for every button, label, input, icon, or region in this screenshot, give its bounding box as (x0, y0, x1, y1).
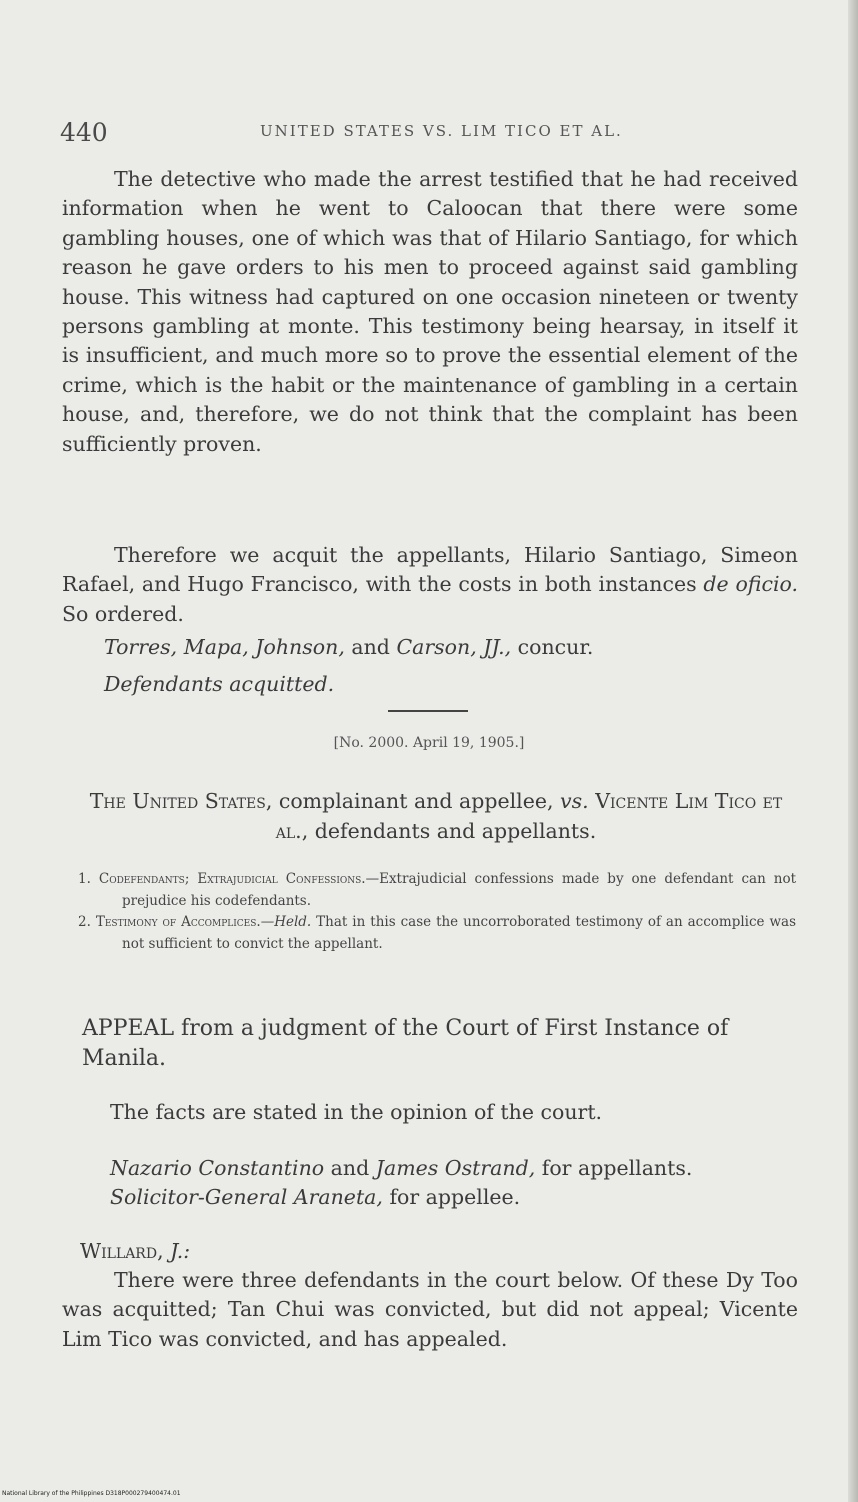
running-head: UNITED STATES VS. LIM TICO ET AL. (260, 122, 623, 140)
case-caption: The United States, complainant and appellee, vs. Vicente Lim Tico et al., defendants and appellants. (89, 789, 783, 843)
headnote-2: 2. Testimony of Accomplices.—Held. That in this case the uncorroborated testimony of an accomplice was not sufficient to convict the appellant. (78, 914, 797, 952)
counsel-appellants: Nazario Constantino and James Ostrand, for appellants. (110, 1156, 693, 1180)
opinion-text (62, 1266, 798, 1354)
section-divider (388, 710, 468, 712)
headnote-1: 1. Codefendants; Extrajudicial Confessions.—Extrajudicial confessions made by one defendant can not prejudice his codefendants. (78, 871, 796, 909)
page-edge (848, 0, 858, 1502)
headnotes (78, 869, 796, 955)
scan-footer: National Library of the Philippines D318P000279400474.01 (2, 1490, 181, 1497)
paragraph-acquittal: Therefore we acquit the appellants, Hilario Santiago, Simeon Rafael, and Hugo Francisco, with the costs in both instances de oficio. So ordered. (62, 543, 798, 626)
appeal-statement: APPEAL from a judgment of the Court of First Instance of Manila. (82, 1016, 729, 1071)
paragraph-testimony: The detective who made the arrest testified that he had received information when he went to Caloocan that there were some gambling houses, one of which was that of Hilario Santiago, for which reason he gave orders to his men to proceed against said gambling house. This witness had captured on one occasion nineteen or twenty persons gambling at monte. This testimony being hearsay, in itself it is insufficient, and much more so to prove the essential element of the crime, which is the habit or the maintenance of gambling in a certain house, and, therefore, we do not think that the complaint has been sufficiently proven. (62, 167, 798, 456)
counsel-appellee: Solicitor-General Araneta, for appellee. (110, 1185, 521, 1209)
docket-number: [No. 2000. April 19, 1905.] (333, 735, 525, 751)
opinion-paragraph: There were three defendants in the court below. Of these Dy Too was acquitted; Tan Chui was convicted, but did not appeal; Vicente Lim Tico was convicted, and has appealed. (62, 1268, 798, 1351)
concurring-justices: Torres, Mapa, Johnson, and Carson, JJ., concur. (104, 635, 594, 659)
prior-case-paragraph (62, 165, 798, 459)
page-number: 440 (60, 118, 108, 147)
disposition: Defendants acquitted. (104, 672, 335, 696)
judge-name: Willard, J.: (80, 1239, 191, 1263)
prior-case-judgment (62, 541, 798, 629)
page-header (60, 118, 800, 154)
facts-statement: The facts are stated in the opinion of the court. (110, 1100, 603, 1124)
